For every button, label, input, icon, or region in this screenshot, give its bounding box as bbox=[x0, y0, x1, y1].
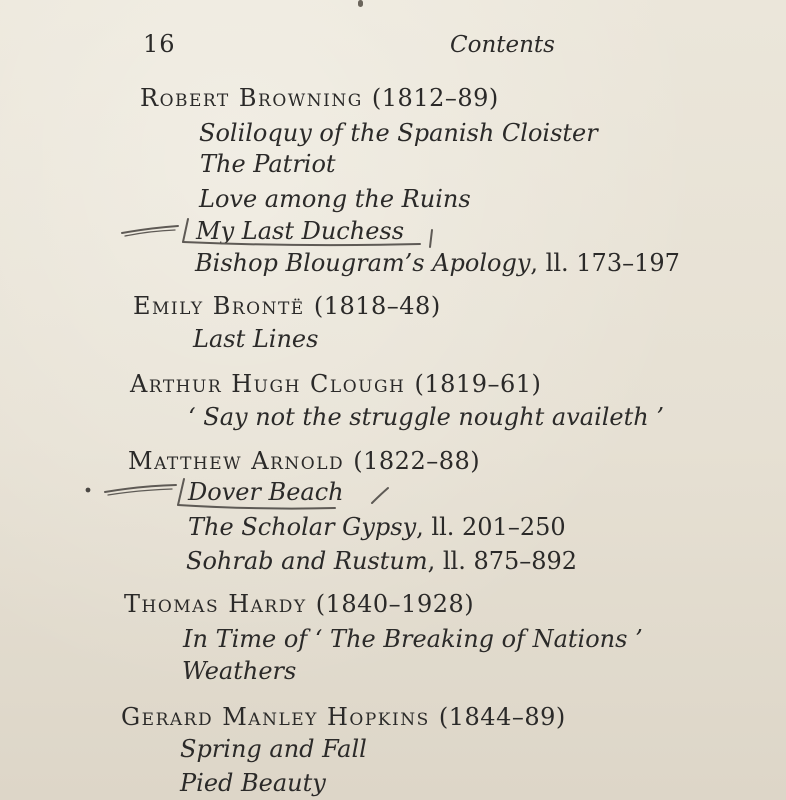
author-dates: (1844–89) bbox=[438, 703, 566, 731]
ink-smudge bbox=[358, 0, 363, 7]
poem-title: Soliloquy of the Spanish Cloister bbox=[199, 119, 598, 147]
line-range: , ll. 201–250 bbox=[416, 513, 566, 541]
poem-title: Spring and Fall bbox=[180, 735, 367, 763]
author-name: Robert Browning bbox=[140, 84, 363, 112]
author-dates: (1818–48) bbox=[313, 292, 441, 320]
author-dates: (1822–88) bbox=[353, 447, 481, 475]
poem-entry bbox=[200, 150, 336, 178]
poem-title: Weathers bbox=[182, 657, 297, 685]
poem-entry bbox=[199, 119, 598, 147]
poem-entry bbox=[199, 185, 471, 213]
poem-title: The Patriot bbox=[200, 150, 336, 178]
author-heading bbox=[133, 292, 441, 320]
poem-title: Bishop Blougram’s Apology bbox=[195, 249, 531, 277]
running-head: Contents bbox=[450, 32, 555, 58]
poem-title: Dover Beach bbox=[188, 478, 344, 506]
poem-entry bbox=[188, 513, 566, 541]
poem-title: Last Lines bbox=[193, 325, 319, 353]
line-range: , ll. 875–892 bbox=[427, 547, 578, 575]
poem-title: Love among the Ruins bbox=[199, 185, 471, 213]
poem-entry bbox=[196, 217, 404, 245]
poem-entry bbox=[180, 735, 367, 763]
author-dates: (1819–61) bbox=[414, 370, 542, 398]
poem-entry bbox=[188, 403, 664, 431]
line-range: , ll. 173–197 bbox=[530, 249, 680, 277]
author-heading bbox=[140, 84, 499, 112]
author-name: Gerard Manley Hopkins bbox=[121, 703, 430, 731]
poem-title: Pied Beauty bbox=[180, 769, 326, 797]
poem-title: ‘ Say not the struggle nought availeth ’ bbox=[188, 403, 664, 431]
poem-title: My Last Duchess bbox=[196, 217, 405, 245]
author-dates: (1840–1928) bbox=[315, 590, 475, 618]
author-heading bbox=[124, 590, 474, 618]
poem-title: In Time of ‘ The Breaking of Nations ’ bbox=[183, 625, 643, 653]
author-heading bbox=[121, 703, 566, 731]
author-name: Thomas Hardy bbox=[124, 590, 307, 618]
poem-entry bbox=[186, 547, 577, 575]
poem-entry bbox=[195, 249, 680, 277]
author-heading bbox=[130, 370, 541, 398]
poem-entry bbox=[188, 478, 344, 506]
poem-entry bbox=[193, 325, 318, 353]
poem-title: Sohrab and Rustum bbox=[186, 547, 428, 575]
author-name: Matthew Arnold bbox=[128, 447, 345, 475]
author-dates: (1812–89) bbox=[371, 84, 499, 112]
poem-entry bbox=[182, 657, 296, 685]
author-name: Arthur Hugh Clough bbox=[130, 370, 406, 398]
poem-entry bbox=[183, 625, 643, 653]
page-number: 16 bbox=[143, 30, 176, 58]
poem-entry bbox=[180, 769, 326, 797]
poem-title: The Scholar Gypsy bbox=[188, 513, 417, 541]
author-heading bbox=[128, 447, 480, 475]
author-name: Emily Brontë bbox=[133, 292, 305, 320]
